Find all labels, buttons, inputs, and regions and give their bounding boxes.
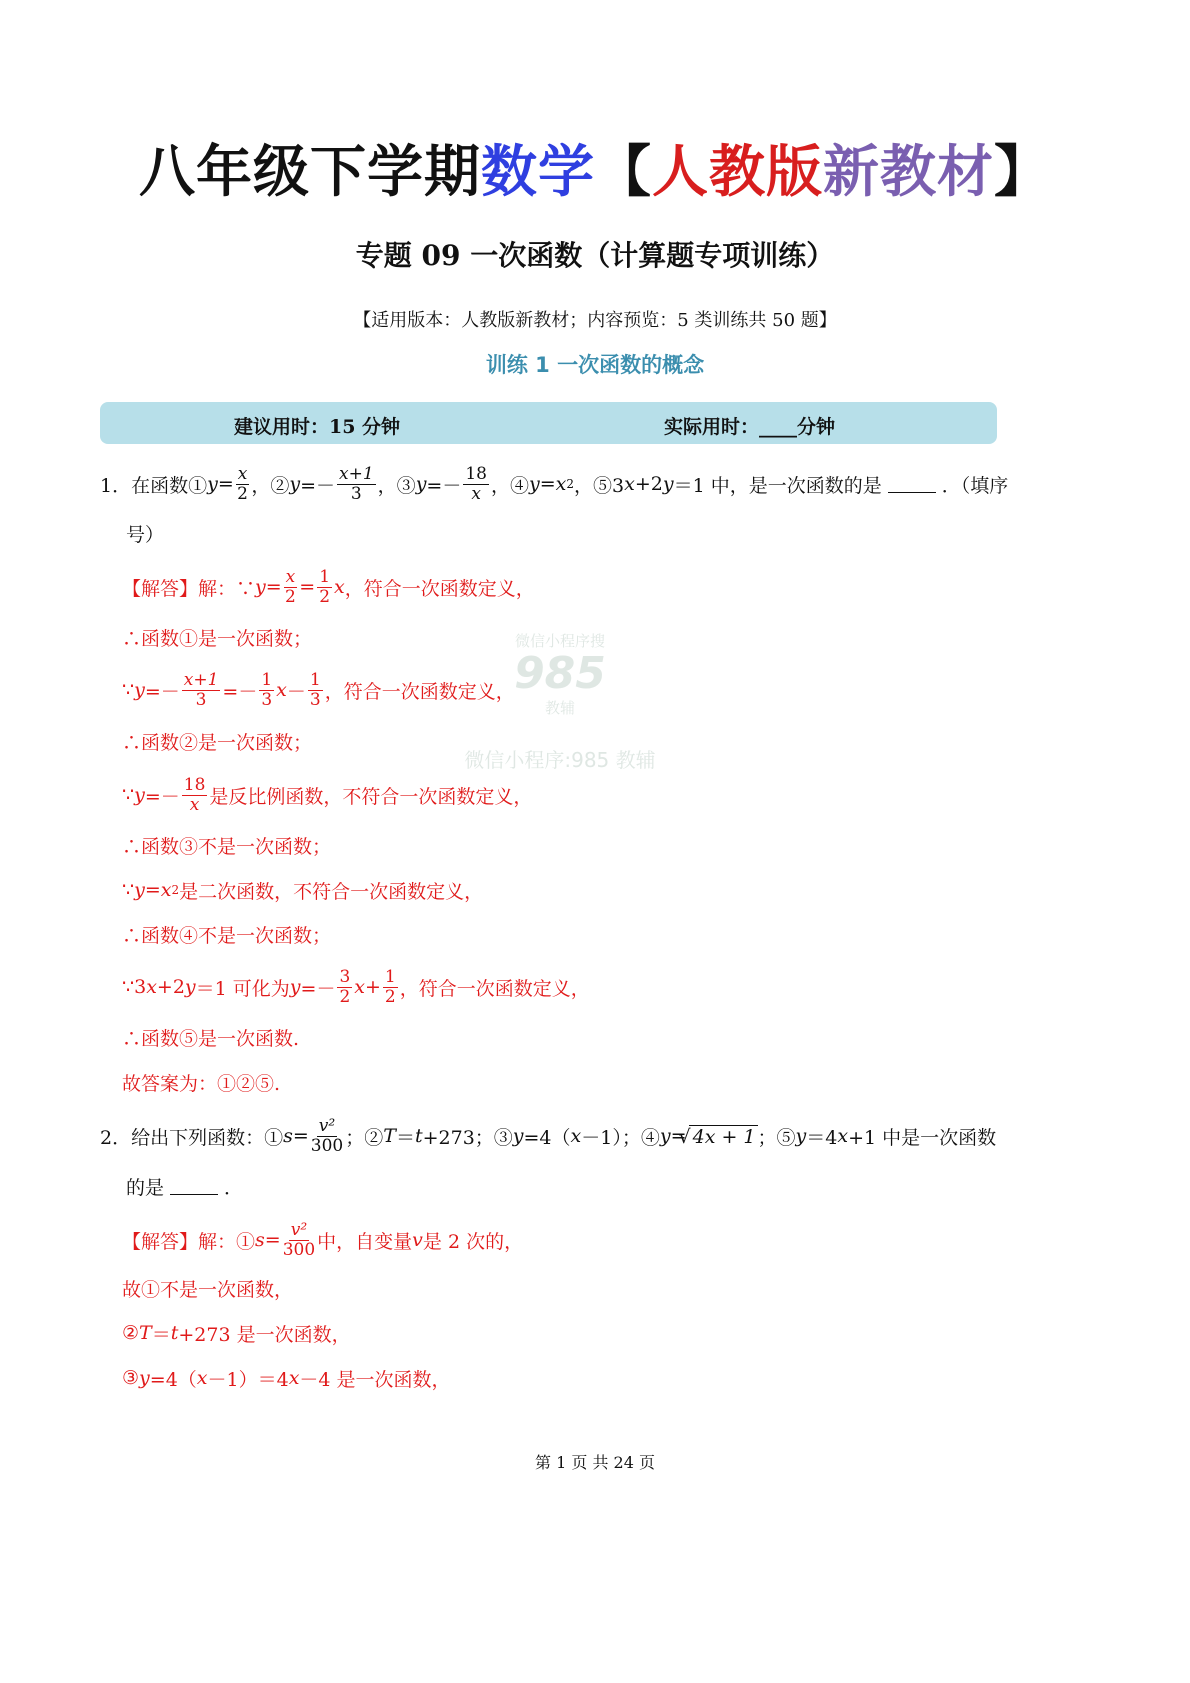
text-run: +2 [156,976,185,998]
text-run: y [184,976,196,998]
title-edition: 人教版 [652,140,823,205]
denominator: 3 [195,689,207,710]
text-run: = [144,879,161,901]
page-footer: 第 1 页 共 24 页 [535,1453,655,1472]
title-subject: 数学 [481,140,595,205]
text-run: y [289,976,301,998]
text-run: ∵ [122,784,135,806]
numerator: 18 [183,774,206,795]
answer-line [122,670,515,710]
numerator: 3 [339,966,351,987]
text-run: 是反比例函数，不符合一次函数定义， [209,785,533,808]
answer-line [122,1313,351,1353]
text-run: +1 中是一次函数 [848,1126,997,1149]
answer-blank [888,476,936,493]
text-run: ，符合一次函数定义， [324,680,515,703]
answer-line [122,617,312,657]
text-run: ，符合一次函数定义， [344,577,535,600]
text-run: ，④ [490,474,529,497]
answer-line [122,967,590,1007]
fraction [259,671,274,710]
superscript: 2 [566,477,575,491]
title-new-textbook: 新教材 [823,140,994,205]
watermark-text: 微信小程序:985 教辅 [464,748,656,772]
text-run: t [414,1125,423,1147]
subtitle: 专题 09 一次函数（计算题专项训练） [355,239,835,272]
numerator: v² [290,1219,308,1240]
text-run: ② [122,1322,140,1344]
text-run: －1）＝4 [207,1368,289,1391]
denominator: 3 [261,689,273,710]
text-run: =－ [222,680,258,703]
training-heading: 训练 1 一次函数的概念 [485,353,705,377]
text-run: 是 2 次的， [422,1230,524,1253]
text-run: v [412,1229,423,1251]
text-run: y [255,576,266,598]
title-grade: 八年级下学期 [139,140,481,205]
question-line [100,464,1008,504]
text-run: x [160,879,172,901]
text-run: 是二次函数，不符合一次函数定义， [179,880,484,903]
text-run: T [139,1322,152,1344]
text-run: 中，自变量 [317,1230,413,1253]
text-run: ． [224,1176,244,1199]
numerator: x+1 [183,669,219,690]
page-title [0,128,1190,208]
numerator: 1 [319,566,331,587]
text-run: 2．给出下列函数：① [100,1126,284,1149]
text-run: = [265,576,282,598]
text-run: x [146,976,157,998]
text-run: ；② [345,1126,384,1149]
text-run: y [415,473,427,495]
text-run: x [334,576,345,598]
fraction [284,568,298,607]
text-run: s [255,1229,265,1251]
text-run: ∵3 [122,976,147,998]
fraction [383,968,398,1007]
answer-line [122,1358,451,1398]
text-run: + [365,976,381,998]
answer-line [122,1268,293,1308]
fraction [311,1117,343,1156]
denominator: 2 [319,586,331,607]
denominator: x [189,794,200,815]
answer-line [122,825,331,865]
text-run: ＝1 中，是一次函数的是 [673,474,882,497]
question-line [126,513,164,553]
watermark-mid: 教辅 [544,699,575,717]
denominator: 300 [282,1239,316,1260]
answer-line [122,1017,299,1057]
fraction [337,968,352,1007]
text-run: ∵ [122,679,135,701]
text-run: 号） [126,523,165,546]
watermark-logo: 985 [514,648,606,699]
text-run: x [624,473,635,495]
fraction [182,776,208,815]
text-run: s [283,1125,293,1147]
text-run: +273；③ [422,1126,513,1149]
text-run: =4（ [149,1368,197,1391]
text-run: t [170,1322,179,1344]
text-run: y [659,1125,671,1147]
title-bracket-close: 】 [994,140,1051,205]
answer-line [122,567,535,607]
text-run: ＝ [151,1323,171,1346]
text-run: y [134,679,145,701]
numerator: x+1 [339,463,374,484]
text-run: 【解答】解：∵ [122,577,256,600]
fraction [317,568,332,607]
text-run: = [539,473,556,495]
question-line [100,1116,996,1156]
text-run: =－ [300,474,336,497]
denominator: 300 [310,1135,344,1156]
text-run: － [286,680,306,703]
numerator: v² [318,1115,336,1136]
text-run: ；⑤ [757,1126,796,1149]
fraction [283,1221,315,1260]
text-run: 故①不是一次函数， [122,1278,294,1301]
actual-time: 实际用时：____分钟 [664,416,836,438]
text-run: 的是 [126,1176,165,1199]
text-run: x [354,976,365,998]
fraction [308,671,323,710]
text-run: y [529,473,540,495]
answer-line [122,1062,280,1102]
text-run: =－ [300,977,336,1000]
text-run: ∴函数③不是一次函数； [122,835,332,858]
text-run: x [570,1125,582,1147]
answer-line [122,914,331,954]
denominator: 2 [339,986,351,1007]
answer-line [122,1220,523,1260]
text-run: ，⑤3 [574,474,625,497]
answer-line [122,870,483,910]
time-bar [100,402,997,444]
text-run: ∴函数①是一次函数； [122,627,313,650]
numerator: 1 [261,669,273,690]
watermark-top: 微信小程序搜 [514,632,605,650]
fraction [337,465,376,504]
text-run: =－ [144,785,180,808]
text-run: y [134,879,145,901]
text-run: ∴函数⑤是一次函数. [122,1027,300,1050]
numerator: x [285,566,296,587]
text-run: = [217,473,234,495]
fraction [182,671,221,710]
text-run: ＝ [395,1126,415,1149]
text-run: = [292,1125,309,1147]
denominator: 2 [285,586,296,607]
text-run: +2 [634,473,663,495]
text-run: =－ [144,680,180,703]
numerator: 1 [384,966,396,987]
fraction [236,465,250,504]
text-run: x [837,1125,849,1147]
answer-line [122,721,312,761]
text-run: y [795,1125,807,1147]
denominator: x [471,483,481,504]
text-run: x [288,1367,300,1389]
text-run: = [299,576,316,598]
text-run: ＝1 可化为 [195,977,290,1000]
suggested-time: 建议用时：15 分钟 [234,416,401,438]
text-run: 故答案为：①②⑤. [122,1072,281,1095]
fraction [463,465,489,504]
denominator: 3 [309,689,321,710]
denominator: 2 [237,483,248,504]
text-run: 【解答】解：① [122,1230,256,1253]
text-run: －4 是一次函数， [299,1368,451,1391]
numerator: 18 [465,463,487,484]
text-run: y [207,473,218,495]
text-run: ∴函数②是一次函数； [122,731,313,754]
denominator: 2 [384,986,396,1007]
text-run: +273 是一次函数， [178,1323,351,1346]
text-run: x [276,679,287,701]
text-run: =－ [426,474,462,497]
text-run: ，② [251,474,290,497]
text-run: 1．在函数① [100,474,208,497]
answer-blank [170,1178,218,1195]
text-run: y [139,1367,150,1389]
text-run: ③ [122,1367,140,1389]
text-run: ＝4 [806,1126,838,1149]
question-line [126,1166,243,1206]
text-run: －1）；④ [581,1126,660,1149]
text-run: y [512,1125,524,1147]
text-run: ．（填序 [941,474,1009,497]
text-run: x [555,473,567,495]
title-bracket-open: 【 [595,140,652,205]
text-run: ，③ [377,474,416,497]
answer-line [122,775,532,815]
text-run: y [662,473,674,495]
text-run: = [670,1125,687,1147]
text-run: =4（ [523,1126,571,1149]
sqrt-expression: √ 4x + 1 [689,1125,758,1148]
text-run: y [289,473,301,495]
numerator: 1 [309,669,321,690]
superscript: 2 [171,883,180,897]
text-run: x [196,1367,208,1389]
text-run: T [383,1125,396,1147]
info-line: 【适用版本：人教版新教材；内容预览：5 类训练共 50 题】 [353,310,837,331]
text-run: y [134,784,145,806]
denominator: 3 [350,483,362,504]
text-run: = [264,1229,281,1251]
numerator: x [237,463,248,484]
text-run: ∴函数④不是一次函数； [122,924,332,947]
text-run: ∵ [122,879,135,901]
text-run: ，符合一次函数定义， [399,977,590,1000]
